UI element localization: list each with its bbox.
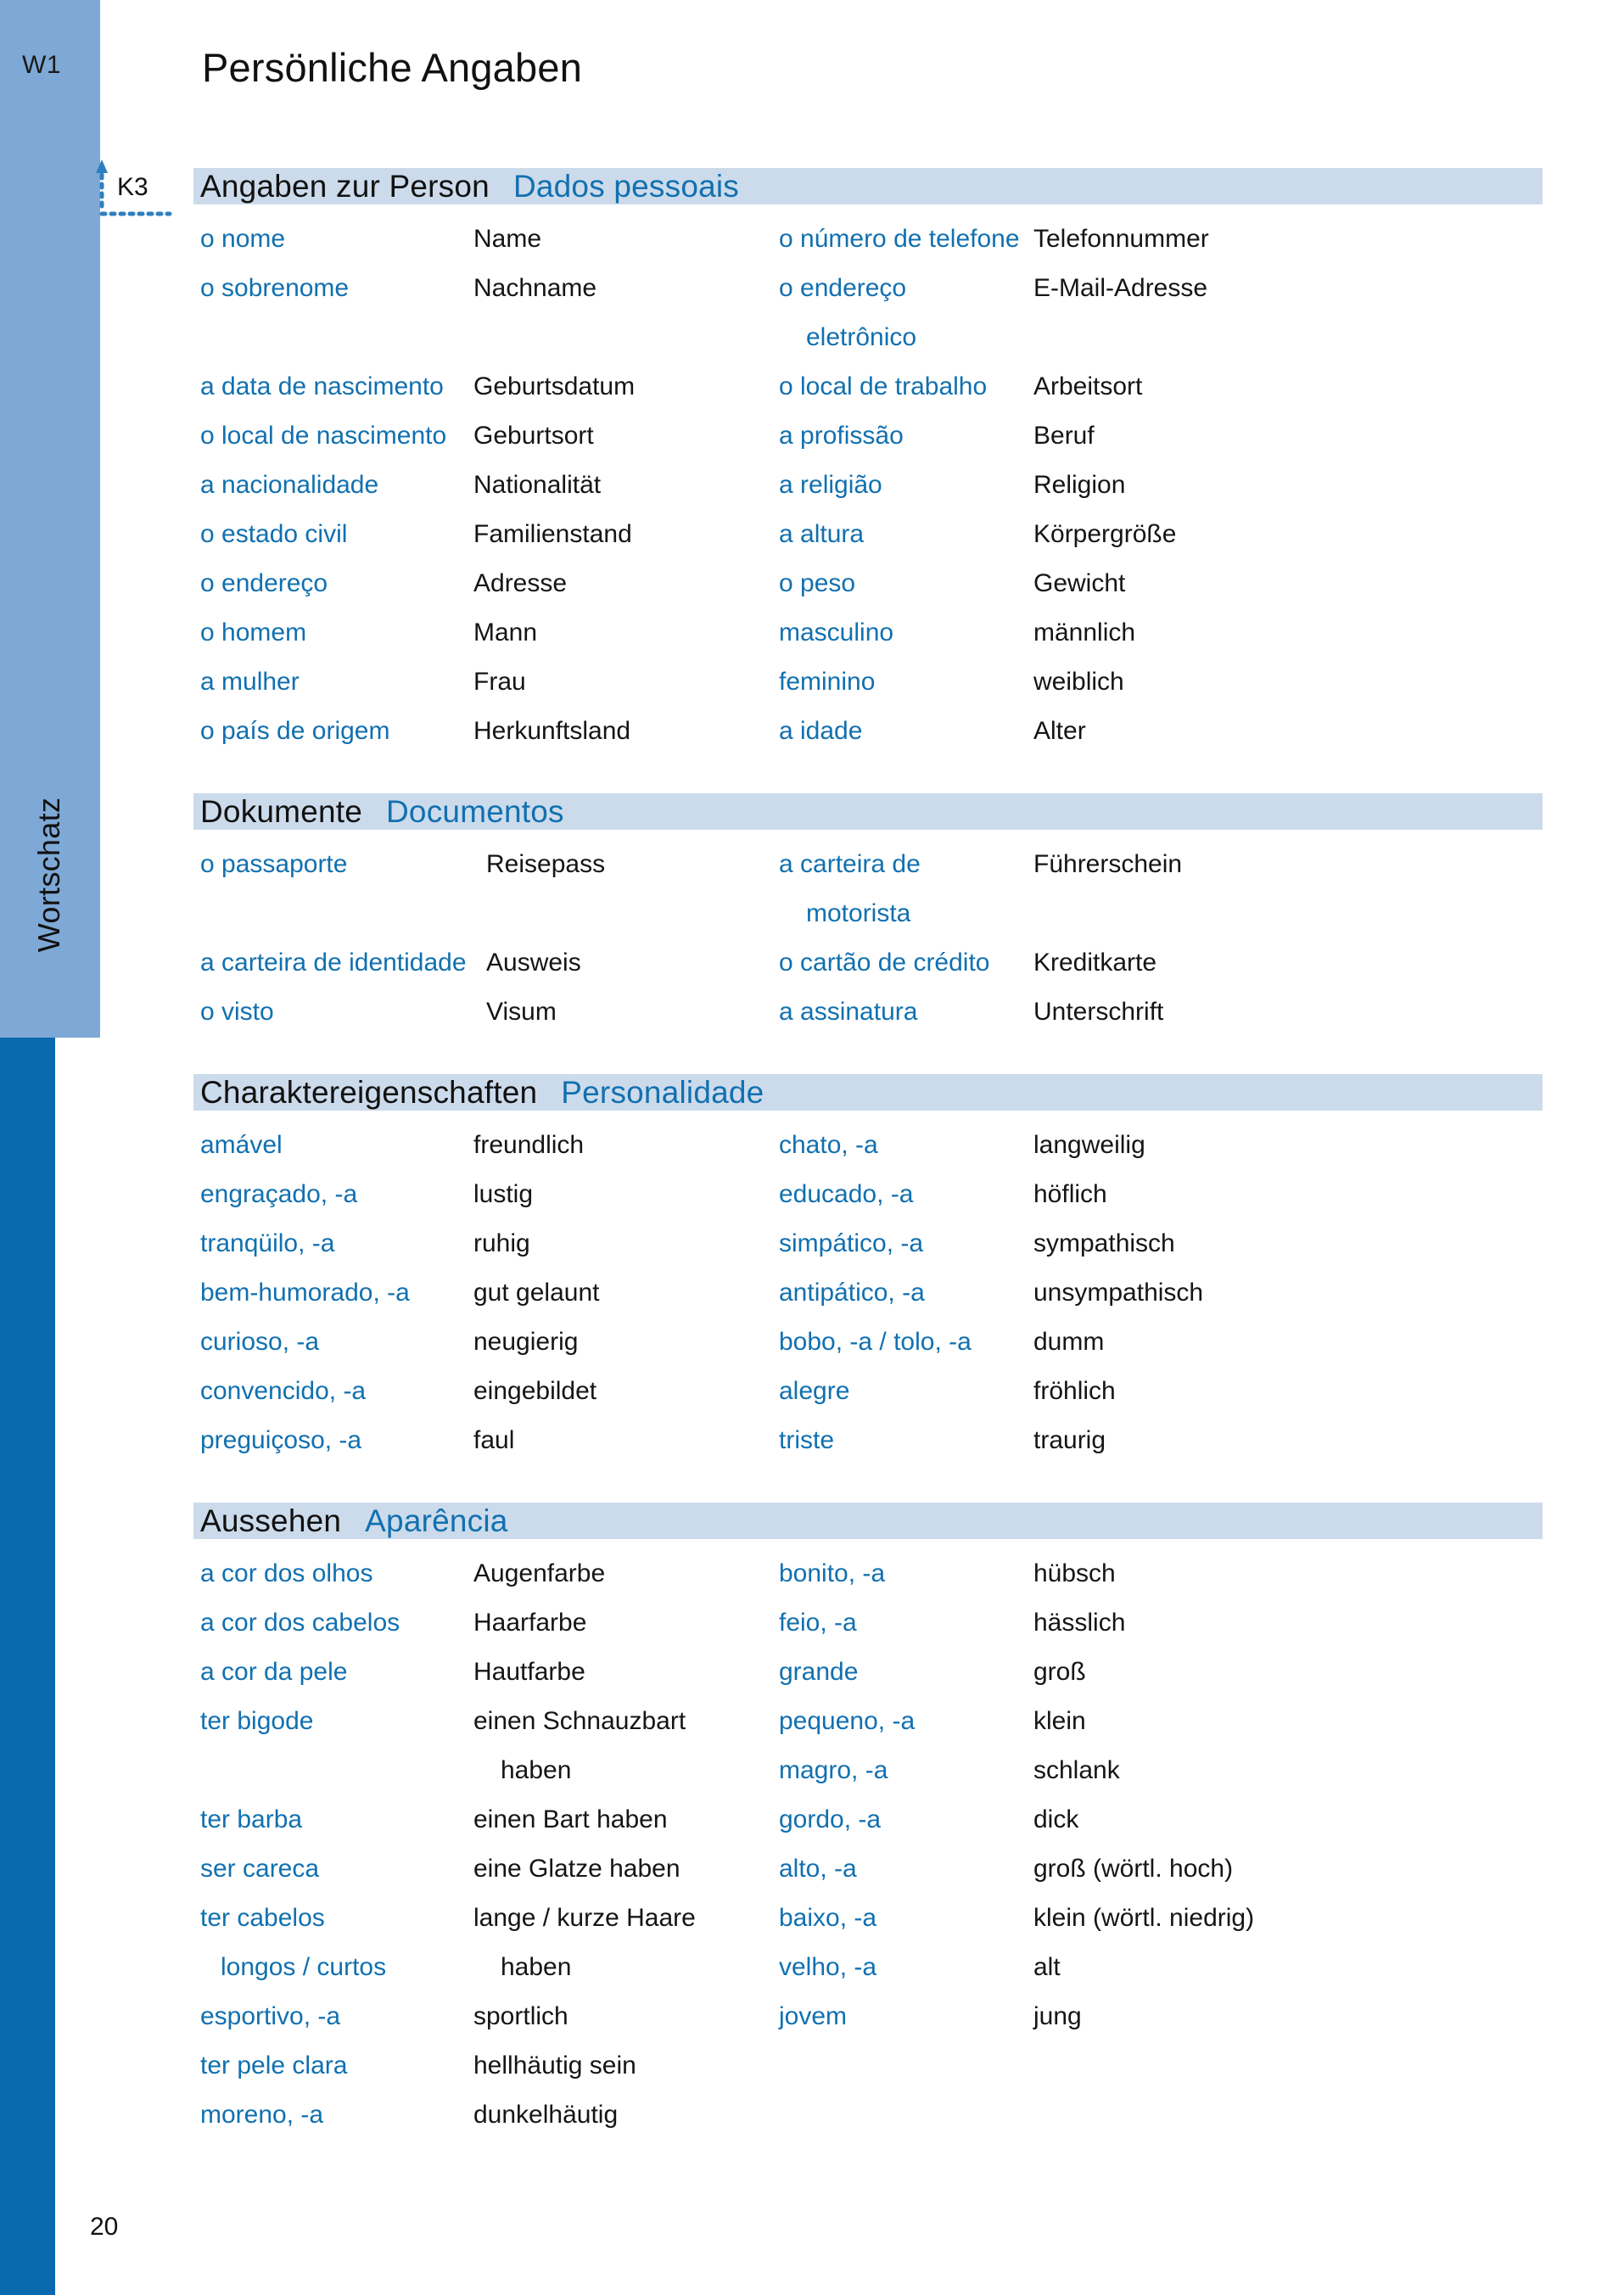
section-gap (193, 1037, 1543, 1074)
section-title-de: Angaben zur Person (200, 168, 490, 204)
term-de-2 (1033, 2091, 1390, 2140)
term-de: faul (473, 1426, 515, 1454)
vocabulary-row (193, 1598, 1543, 1648)
term-pt: ser careca (200, 1855, 320, 1883)
term-pt: o homem (200, 619, 307, 647)
term-de-2: dumm (1033, 1328, 1105, 1356)
term-de-2: fröhlich (1033, 1377, 1116, 1405)
vocabulary-row (193, 1416, 1543, 1465)
term-de-2: Führerschein (1033, 850, 1183, 878)
term-pt: ter bigode (200, 1707, 314, 1735)
vocabulary-row (193, 1170, 1543, 1219)
term-de: Geburtsdatum (473, 372, 636, 400)
term-de-2: Kreditkarte (1033, 949, 1157, 977)
vocabulary-rows (193, 1121, 1543, 1465)
term-pt: a carteira de identidade (200, 949, 467, 977)
term-pt-2: o cartão de crédito (779, 949, 990, 977)
term-pt-2: antipático, -a (779, 1279, 925, 1307)
term-de: Nationalität (473, 471, 602, 499)
vocabulary-rows (193, 215, 1543, 756)
term-pt: engraçado, -a (200, 1180, 358, 1208)
term-pt-2: a carteira de (779, 850, 921, 878)
vocabulary-row (193, 1894, 1543, 1943)
term-pt: esportivo, -a (200, 2002, 341, 2030)
term-de-2 (1033, 889, 1390, 938)
term-pt-2: o peso (779, 569, 856, 597)
term-de: hellhäutig sein (473, 2052, 636, 2079)
term-pt-2: jovem (779, 2002, 848, 2030)
term-pt: curioso, -a (200, 1328, 320, 1356)
term-de: Geburtsort (473, 422, 594, 450)
term-pt-2: a altura (779, 520, 865, 548)
term-de: einen Schnauzbart (473, 1707, 686, 1735)
term-de-2: traurig (1033, 1426, 1106, 1454)
section-header (193, 1074, 1543, 1111)
section-gap (193, 1465, 1543, 1503)
term-pt-2: alegre (779, 1377, 850, 1405)
term-pt-2: simpático, -a (779, 1229, 924, 1257)
vocabulary-row (193, 1549, 1543, 1598)
term-de-2 (1033, 313, 1390, 362)
term-pt: ter pele clara (200, 2052, 348, 2079)
term-pt: a nacionalidade (200, 471, 379, 499)
term-de: einen Bart haben (473, 1805, 668, 1833)
vocabulary-row (193, 313, 1543, 362)
term-de-2: Beruf (1033, 422, 1095, 450)
vocabulary-section (193, 1503, 1543, 2140)
k-level-label: K3 (117, 173, 148, 201)
term-de-2: Alter (1033, 717, 1086, 745)
term-pt: ter barba (200, 1805, 303, 1833)
term-de: freundlich (473, 1131, 585, 1159)
vocabulary-row (193, 840, 1543, 889)
page-number: 20 (90, 2213, 119, 2241)
term-de-2: E-Mail-Adresse (1033, 274, 1208, 302)
term-de-2: groß (wörtl. hoch) (1033, 1855, 1234, 1883)
term-pt-2: bobo, -a / tolo, -a (779, 1328, 972, 1356)
term-pt: convencido, -a (200, 1377, 367, 1405)
section-header (193, 168, 1543, 204)
vocabulary-row (193, 1121, 1543, 1170)
section-title-de: Dokumente (200, 793, 363, 829)
vocabulary-row (193, 510, 1543, 559)
term-de (486, 889, 779, 938)
vocabulary-row (193, 1795, 1543, 1844)
vocabulary-content (193, 168, 1543, 2140)
term-pt-2: educado, -a (779, 1180, 914, 1208)
vocabulary-row (193, 362, 1543, 411)
section-title-pt: Documentos (386, 793, 564, 829)
term-pt-2: triste (779, 1426, 835, 1454)
term-pt-2: eletrônico (806, 323, 917, 351)
term-pt-2: velho, -a (779, 1953, 877, 1981)
term-de: Frau (473, 668, 526, 696)
vocabulary-rows (193, 1549, 1543, 2140)
term-de-2: jung (1033, 2002, 1082, 2030)
page-title: Persönliche Angaben (202, 45, 583, 90)
vocabulary-row (193, 1992, 1543, 2041)
term-pt (193, 313, 473, 362)
vocabulary-row (193, 264, 1543, 313)
vocabulary-row (193, 559, 1543, 608)
term-pt: o país de origem (200, 717, 390, 745)
term-de: Reisepass (486, 850, 606, 878)
term-pt: amável (200, 1131, 283, 1159)
term-de-2: sympathisch (1033, 1229, 1175, 1257)
term-pt-2: pequeno, -a (779, 1707, 916, 1735)
vocabulary-row (193, 1844, 1543, 1894)
term-pt-2: masculino (779, 619, 894, 647)
vocabulary-row (193, 889, 1543, 938)
term-de-2: langweilig (1033, 1131, 1145, 1159)
section-header (193, 1503, 1543, 1539)
term-de-2: groß (1033, 1658, 1086, 1686)
vocabulary-row (193, 1746, 1543, 1795)
term-pt-2 (779, 2091, 1033, 2140)
vocabulary-row (193, 2041, 1543, 2091)
term-de (473, 313, 779, 362)
vocabulary-row (193, 1268, 1543, 1318)
term-pt: a mulher (200, 668, 300, 696)
term-de: Hautfarbe (473, 1658, 585, 1686)
term-pt-2: bonito, -a (779, 1559, 886, 1587)
term-de-2: hässlich (1033, 1609, 1126, 1637)
term-de: Name (473, 225, 542, 253)
term-de: Mann (473, 619, 538, 647)
term-de: dunkelhäutig (473, 2101, 619, 2129)
term-pt: o visto (200, 998, 274, 1026)
term-de-2: alt (1033, 1953, 1061, 1981)
vocabulary-row (193, 988, 1543, 1037)
sidebar-section-label: Wortschatz (31, 797, 66, 953)
term-pt: a data de nascimento (200, 372, 444, 400)
term-de-2: schlank (1033, 1756, 1120, 1784)
section-header (193, 793, 1543, 830)
term-de: gut gelaunt (473, 1279, 600, 1307)
vocabulary-section (193, 793, 1543, 1037)
term-de-2: unsympathisch (1033, 1279, 1204, 1307)
term-pt-2: o endereço (779, 274, 907, 302)
term-pt: preguiçoso, -a (200, 1426, 362, 1454)
vocabulary-row (193, 938, 1543, 988)
term-de-2: Körpergröße (1033, 520, 1177, 548)
term-pt-2: feminino (779, 668, 876, 696)
term-de-2 (1033, 2041, 1390, 2091)
term-pt-2: o local de trabalho (779, 372, 988, 400)
vocabulary-rows (193, 840, 1543, 1037)
term-pt-2: a assinatura (779, 998, 918, 1026)
section-title-pt: Dados pessoais (512, 168, 740, 204)
term-de-2: männlich (1033, 619, 1136, 647)
term-de: Visum (486, 998, 557, 1026)
term-de: Herkunftsland (473, 717, 631, 745)
term-de: eingebildet (473, 1377, 597, 1405)
term-de: Ausweis (486, 949, 581, 977)
term-de-2: Telefonnummer (1033, 225, 1209, 253)
term-pt: o passaporte (200, 850, 348, 878)
unit-tab-label: W1 (22, 51, 61, 79)
term-de: sportlich (473, 2002, 568, 2030)
term-de: Haarfarbe (473, 1609, 587, 1637)
term-pt: o local de nascimento (200, 422, 447, 450)
term-pt-2: a religião (779, 471, 882, 499)
section-title-pt: Aparência (365, 1503, 508, 1538)
term-de: Augenfarbe (473, 1559, 606, 1587)
vocabulary-row (193, 1367, 1543, 1416)
term-pt-2: o número de telefone (779, 225, 1020, 253)
term-de: haben (501, 1756, 572, 1784)
section-gap (193, 756, 1543, 793)
term-de-2: hübsch (1033, 1559, 1116, 1587)
term-de-2: höflich (1033, 1180, 1107, 1208)
term-de: eine Glatze haben (473, 1855, 680, 1883)
term-pt-2: alto, -a (779, 1855, 857, 1883)
term-de: neugierig (473, 1328, 579, 1356)
term-de: Nachname (473, 274, 597, 302)
vocabulary-section (193, 1074, 1543, 1465)
term-de: haben (501, 1953, 572, 1981)
term-de-2: Arbeitsort (1033, 372, 1143, 400)
vocabulary-row (193, 1697, 1543, 1746)
vocabulary-row (193, 707, 1543, 756)
vocabulary-row (193, 1219, 1543, 1268)
term-pt (193, 889, 486, 938)
term-pt: o sobrenome (200, 274, 350, 302)
term-pt: tranqüilo, -a (200, 1229, 335, 1257)
term-de-2: Religion (1033, 471, 1126, 499)
vocabulary-row (193, 215, 1543, 264)
term-pt: a cor dos cabelos (200, 1609, 400, 1637)
vocabulary-row (193, 1648, 1543, 1697)
term-pt-2 (779, 2041, 1033, 2091)
term-pt-2: baixo, -a (779, 1904, 877, 1932)
vocabulary-row (193, 411, 1543, 461)
term-pt (193, 1746, 473, 1795)
vocabulary-row (193, 658, 1543, 707)
term-pt: ter cabelos (200, 1904, 325, 1932)
term-pt-2: gordo, -a (779, 1805, 882, 1833)
k-level-marker (92, 158, 192, 231)
term-de-2: Unterschrift (1033, 998, 1164, 1026)
term-pt: o nome (200, 225, 286, 253)
term-de-2: dick (1033, 1805, 1079, 1833)
term-pt-2: motorista (806, 899, 911, 927)
term-de: Adresse (473, 569, 568, 597)
term-pt-2: a profissão (779, 422, 904, 450)
term-pt: moreno, -a (200, 2101, 324, 2129)
vocabulary-row (193, 461, 1543, 510)
vocabulary-row (193, 2091, 1543, 2140)
term-pt: a cor dos olhos (200, 1559, 373, 1587)
term-de-2: klein (wörtl. niedrig) (1033, 1904, 1255, 1932)
term-pt-2: feio, -a (779, 1609, 857, 1637)
term-pt: bem-humorado, -a (200, 1279, 410, 1307)
vocabulary-row (193, 608, 1543, 658)
term-pt: o endereço (200, 569, 328, 597)
vocabulary-row (193, 1943, 1543, 1992)
sidebar-rail-dark (0, 1038, 55, 2295)
section-title-de: Charaktereigenschaften (200, 1074, 538, 1110)
term-pt-2: a idade (779, 717, 863, 745)
term-pt: longos / curtos (221, 1953, 387, 1981)
term-de-2: Gewicht (1033, 569, 1126, 597)
vocabulary-row (193, 1318, 1543, 1367)
term-de-2: klein (1033, 1707, 1086, 1735)
term-pt-2: chato, -a (779, 1131, 878, 1159)
term-de-2: weiblich (1033, 668, 1124, 696)
term-pt: a cor da pele (200, 1658, 348, 1686)
section-title-pt: Personalidade (561, 1074, 764, 1110)
term-de: lange / kurze Haare (473, 1904, 696, 1932)
term-pt-2: grande (779, 1658, 859, 1686)
term-pt: o estado civil (200, 520, 348, 548)
term-de: lustig (473, 1180, 534, 1208)
vocabulary-section (193, 168, 1543, 756)
term-de: ruhig (473, 1229, 530, 1257)
section-title-de: Aussehen (200, 1503, 342, 1538)
term-pt-2: magro, -a (779, 1756, 888, 1784)
term-de: Familienstand (473, 520, 632, 548)
